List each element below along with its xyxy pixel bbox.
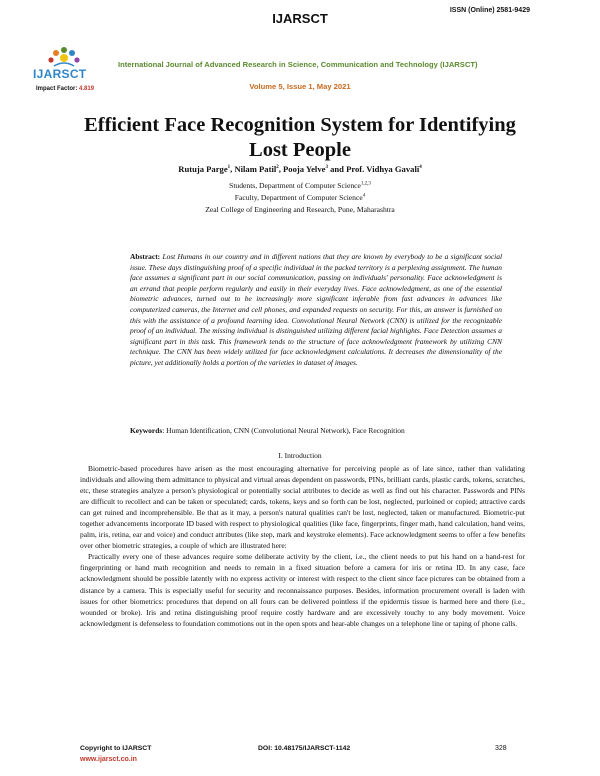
- affiliation-sup: 4: [362, 193, 366, 199]
- abstract-text: Lost Humans in our country and in different nations that they are known by everybody to be a significant social issue. These days distinguishing proof of a specific individual in the packed territory is a perplexing assignment. The human face assumes a significant part in our social communication, passing on individuals' personality. Face acknowledgment is an errand that people perform regularly and easily in their everyday lives. Face acknowledgment, as one of the essential biometric advances, turned out to be increasingly more significant inferable from fast advances in advances like computerized cameras, the Internet and cell phones, and expanded requests on security. For this, an answer is furnished on this with the assistance of a profound learning idea. Convolutional Neural Network (CNN) is utilized for the recognizable proof of an individual. The missing individual is distinguished utilizing different facial highlights. Face Detection assumes a significant part in this task. This framework tends to the structure of face acknowledgment framework by utilizing CNN technique. The CNN has been widely utilized for face acknowledgment calculations. It decreases the dimensionality of the picture, yet additionally holds a portion of the varieties in dataset of images.: [130, 252, 503, 367]
- author-sup: 2: [276, 165, 279, 171]
- abstract: [130, 252, 502, 369]
- author-name: Rutuja Parge: [178, 164, 228, 174]
- affiliation-text: Faculty, Department of Computer Science: [234, 193, 363, 202]
- impact-label: Impact Factor:: [36, 86, 78, 92]
- affiliation-students: [0, 181, 600, 190]
- issn: ISSN (Online) 2581-9429: [449, 7, 530, 14]
- keywords-text: : Human Identification, CNN (Convolutional Neural Network), Face Recognition: [162, 426, 405, 435]
- paragraph: Biometric-based procedures have arisen as the most encouraging alternative for perceiving people as of late since, rather than validating individuals and allowing them admittance to physical and virtual areas dependent on passwords, PINs, brilliant cards, plastic cards, tokens, scratches, etc, these strategies analyze a person's physiological or potentially social attributes to decide as well as find out his character. Passwords and PINs are difficult to recollect and can be taken or speculated; cards, tokens, keys and so forth can be lost, neglected, purloined or copied; attractive cards can get ruined and incomprehensible. Be that as it may, a person's natural qualities can't be lost, neglected, taken or manufactured. Biometric-put together advancements incorporate ID based with respect to physiological qualities (like face, fingerprints, finger math, hand calculation, hand veins, palm, iris, retina, ear and voice) and conduct attributes (like step, mark and keystroke elements). Face acknowledgment seems to offer a few benefits over other biometric strategies, a couple of which are illustrated here:: [80, 464, 525, 551]
- title-line-2: Lost People: [249, 139, 351, 161]
- author-sup: 1: [227, 165, 231, 171]
- keywords: [130, 426, 530, 435]
- volume-issue: Volume 5, Issue 1, May 2021: [249, 82, 351, 91]
- footer-website-link[interactable]: www.ijarsct.co.in: [80, 756, 137, 763]
- paper-title: [60, 113, 540, 163]
- affiliation-college: Zeal College of Engineering and Research, Pune, Maharashtra: [205, 205, 395, 214]
- author-list: Rutuja Parge$^1$, Nilam Patil$^2$, Pooja Yelve$^3$ and Prof. Vidhya Gavali$^4$: [178, 164, 422, 174]
- author-sup: 4: [419, 165, 422, 171]
- paragraph: Practically every one of these advances require some deliberate activity by the client, i.e., the client needs to put his hand on a hand-rest for fingerprinting or hand math recognition and needs to remain in a fixed situation before a camera for iris or retina ID. In any case, face acknowledgment should be possible latently with no express activity or interest with respect to the client since face pictures can be obtained from a distance by a camera. This is especially useful for security and reconnaissance purposes. Besides, information procurement overall is laden with issues for other biometrics: procedures that depend on all fours can be delivered pointless if the epidermis tissue is harmed here and there (i.e., wounded or broke). Iris and retina distinguishing proof require costly hardware and are excessively touchy to any body movement. Voice acknowledgment is defenseless to foundation commotions out in the open spots and hear-able changes on a telephone line or taping of phone calls.: [80, 552, 525, 628]
- logo-text: IJARSCT: [33, 67, 87, 81]
- body-text: [80, 463, 525, 629]
- author-name: Prof. Vidhya Gavali: [346, 164, 420, 174]
- affiliation-sup: 1,2,3: [360, 181, 371, 187]
- title-line-1: Efficient Face Recognition System for Identifying: [84, 114, 516, 136]
- author-name: Nilam Patil: [234, 164, 277, 174]
- journal-full-title: International Journal of Advanced Research in Science, Communication and Technology (IJARSCT): [118, 60, 478, 69]
- page-number: 328: [495, 745, 507, 752]
- footer-doi: DOI: 10.48175/IJARSCT-1142: [258, 745, 351, 752]
- affiliation-text: Students, Department of Computer Science: [229, 181, 361, 190]
- section-heading: I. Introduction: [278, 451, 322, 460]
- impact-value: 4.819: [79, 86, 95, 92]
- journal-short-title: IJARSCT: [272, 11, 328, 26]
- affiliation-faculty: [0, 193, 600, 202]
- author-name: Pooja Yelve: [283, 164, 326, 174]
- footer-copyright: Copyright to IJARSCT: [80, 745, 152, 752]
- author-sup: 3: [325, 165, 328, 171]
- keywords-label: Keywords: [130, 426, 163, 435]
- abstract-label: Abstract:: [130, 252, 161, 261]
